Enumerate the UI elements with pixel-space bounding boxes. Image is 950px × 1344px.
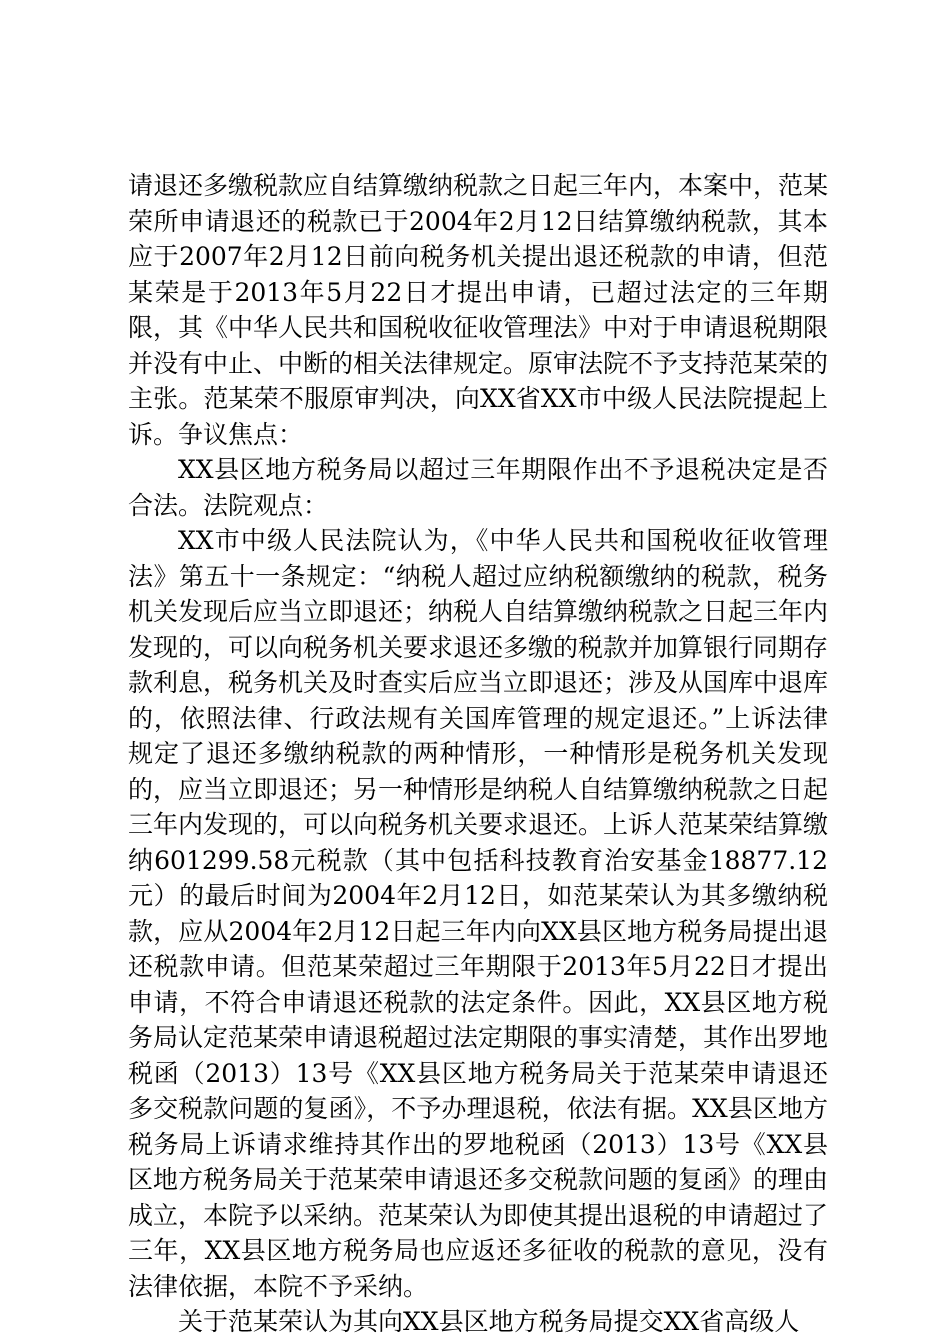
paragraph-dispute-focus: XX县区地方税务局以超过三年期限作出不予退税决定是否合法。法院观点： — [128, 455, 828, 520]
paragraph-continuation: 请退还多缴税款应自结算缴纳税款之日起三年内，本案中，范某荣所申请退还的税款已于2004年2月12日结算缴纳税款，其本应于2007年2月12日前向税务机关提出退还税款的申请，但范某荣是于2013年5月22日才提出申请，已超过法定的三年期限，其《中华人民共和国税收征收管理法》中对于申请退税期限并没有中止、中断的相关法律规定。原审法院不予支持范某荣的主张。范某荣不服原审判决，向XX省XX市中级人民法院提起上诉。争议焦点： — [128, 171, 829, 449]
paragraph-court-opinion: XX市中级人民法院认为，《中华人民共和国税收征收管理法》第五十一条规定：“纳税人超过应纳税额缴纳的税款，税务机关发现后应当立即退还；纳税人自结算缴纳税款之日起三年内发现的，可以向税务机关要求退还多缴的税款并加算银行同期存款利息，税务机关及时查实后应当立即退还；涉及从国库中退库的，依照法律、行政法规有关国库管理的规定退还。”上诉法律规定了退还多缴纳税款的两种情形，一种情形是税务机关发现的，应当立即退还；另一种情形是纳税人自结算缴纳税款之日起三年内发现的，可以向税务机关要求退还。上诉人范某荣结算缴纳601299.58元税款（其中包括科技教育治安基金18877.12元）的最后时间为2004年2月12日，如范某荣认为其多缴纳税款，应从2004年2月12日起三年内向XX县区地方税务局提出退还税款申请。但范某荣超过三年期限于2013年5月22日才提出申请，不符合申请退还税款的法定条件。因此，XX县区地方税务局认定范某荣申请退税超过法定期限的事实清楚，其作出罗地税函（2013）13号《XX县区地方税务局关于范某荣申请退还多交税款问题的复函》，不予办理退税，依法有据。XX县区地方税务局上诉请求维持其作出的罗地税函（2013）13号《XX县区地方税务局关于范某荣申请退还多交税款问题的复函》的理由成立，本院予以采纳。范某荣认为即使其提出退税的申请超过了三年，XX县区地方税务局也应返还多征收的税款的意见，没有法律依据，本院不予采纳。 — [128, 526, 829, 1301]
document-page — [128, 168, 828, 1340]
paragraph-next: 关于范某荣认为其向XX县区地方税务局提交XX省高级人 — [178, 1307, 800, 1336]
